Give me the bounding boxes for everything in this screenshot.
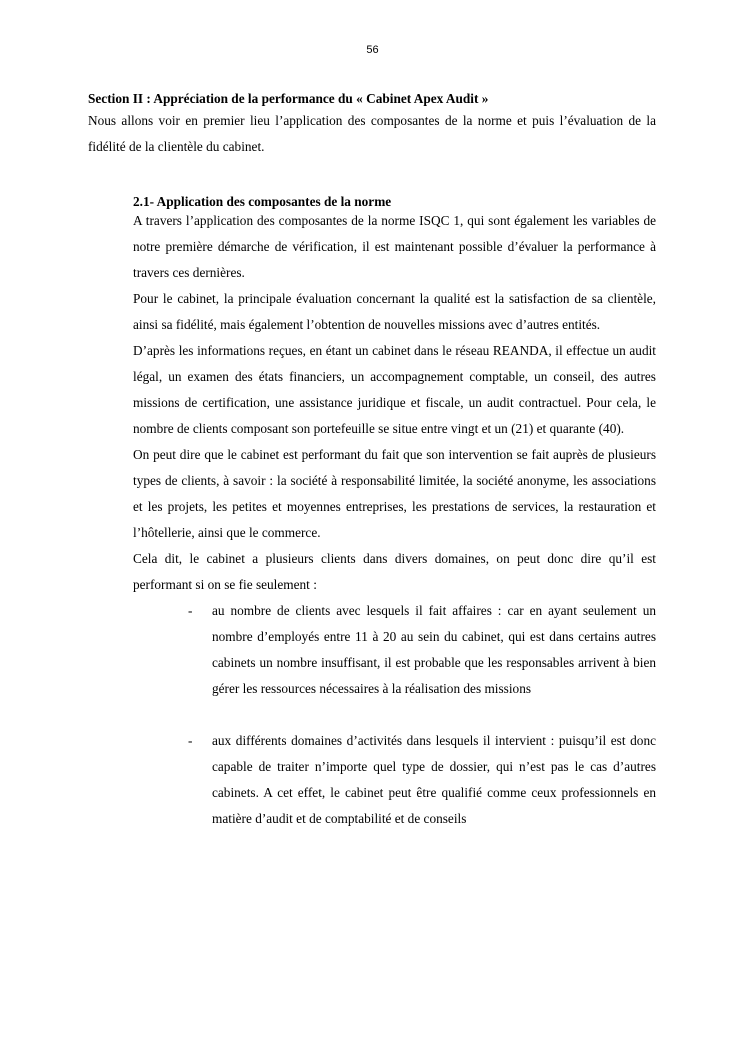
bullet-item bbox=[188, 598, 656, 702]
page-number: 56 bbox=[366, 44, 379, 56]
intro-paragraph: Nous allons voir en premier lieu l’application des composantes de la norme et puis l’évaluation de la fidélité de la clientèle du cabinet. bbox=[88, 113, 656, 154]
bullet-list bbox=[133, 598, 656, 832]
bullet-marker: - bbox=[188, 733, 193, 748]
bullet-text: au nombre de clients avec lesquels il fait affaires : car en ayant seulement un nombre d’employés entre 11 à 20 au sein du cabinet, qui est dans certains autres cabinets un nombre insuffisant, il est probable que les responsables arrivent à bien gérer les ressources nécessaires à la réalisation des missions bbox=[212, 603, 656, 696]
body-paragraph: A travers l’application des composantes de la norme ISQC 1, qui sont également les variables de notre première démarche de vérification, il est maintenant possible d’évaluer la performance à travers ces dernières. bbox=[133, 213, 656, 280]
subsection-body bbox=[133, 208, 656, 832]
body-paragraph: Pour le cabinet, la principale évaluation concernant la qualité est la satisfaction de sa clientèle, ainsi sa fidélité, mais également l’obtention de nouvelles missions avec d’autres entités. bbox=[133, 291, 656, 332]
bullet-item bbox=[188, 728, 656, 832]
bullet-text: aux différents domaines d’activités dans lesquels il intervient : puisqu’il est donc capable de traiter n’importe quel type de dossier, qui n’est pas le cas d’autres cabinets. A cet effet, le cabinet peut être qualifié comme ceux professionnels en matière d’audit et de comptabilité et de conseils bbox=[212, 733, 656, 826]
section-title: Section II : Appréciation de la performance du « Cabinet Apex Audit » bbox=[88, 91, 489, 106]
subsection-title: 2.1- Application des composantes de la norme bbox=[133, 194, 392, 209]
body-paragraph: D’après les informations reçues, en étant un cabinet dans le réseau REANDA, il effectue un audit légal, un examen des états financiers, un accompagnement comptable, un conseil, des autres missions de certification, une assistance juridique et fiscale, un audit contractuel. Pour cela, le nombre de clients composant son portefeuille se situe entre vingt et un (21) et quarante (40). bbox=[133, 343, 656, 436]
body-paragraph: Cela dit, le cabinet a plusieurs clients dans divers domaines, on peut donc dire qu’il est performant si on se fie seulement : bbox=[133, 551, 656, 592]
body-paragraph: On peut dire que le cabinet est performant du fait que son intervention se fait auprès de plusieurs types de clients, à savoir : la société à responsabilité limitée, la société anonyme, les associations et les projets, les petites et moyennes entreprises, les prestations de services, la restauration et l’hôtellerie, ainsi que le commerce. bbox=[133, 447, 656, 540]
bullet-marker: - bbox=[188, 603, 193, 618]
